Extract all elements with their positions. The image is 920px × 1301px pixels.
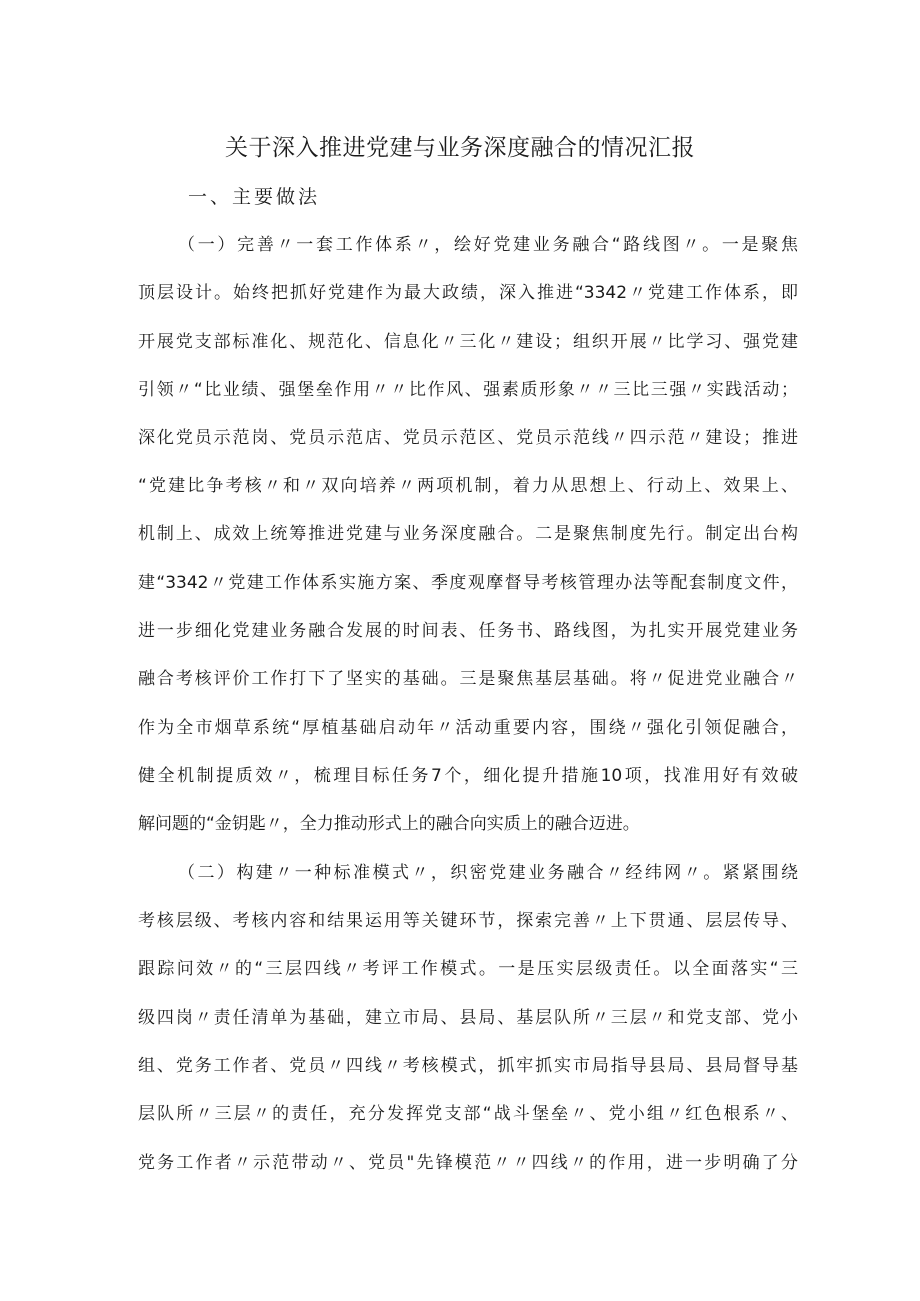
paragraph-line: 作为全市烟草系统“厚植基础启动年〃活动重要内容，围绕〃强化引领促融合， [138, 718, 798, 738]
paragraph-line: 机制上、成效上统筹推进党建与业务深度融合。二是聚焦制度先行。制定出台构 [138, 524, 798, 544]
paragraph-line: 考核层级、考核内容和结果运用等关键环节，探索完善〃上下贯通、层层传导、 [138, 911, 798, 931]
paragraph-line: 开展党支部标准化、规范化、信息化〃三化〃建设；组织开展〃比学习、强党建 [138, 332, 798, 352]
paragraph-line: （一）完善〃一套工作体系〃，绘好党建业务融合“路线图〃。一是聚焦 [178, 235, 798, 255]
section-heading: 一、主要做法 [188, 186, 321, 208]
paragraph-line: 深化党员示范岗、党员示范店、党员示范区、党员示范线〃四示范〃建设；推进 [138, 428, 798, 448]
paragraph-line: 解问题的“金钥匙〃，全力推动形式上的融合向实质上的融合迈进。 [138, 814, 640, 834]
paragraph-line: 健全机制提质效〃，梳理目标任务7个，细化提升措施10项，找准用好有效破 [138, 766, 798, 786]
paragraph-line: 融合考核评价工作打下了坚实的基础。三是聚焦基层基础。将〃促进党业融合〃 [138, 669, 798, 689]
paragraph-line: 组、党务工作者、党员〃四线〃考核模式，抓牢抓实市局指导县局、县局督导基 [138, 1056, 798, 1076]
paragraph-line: 进一步细化党建业务融合发展的时间表、任务书、路线图，为扎实开展党建业务 [138, 621, 798, 641]
paragraph-line: 建“3342〃党建工作体系实施方案、季度观摩督导考核管理办法等配套制度文件， [138, 573, 798, 593]
paragraph-line: 级四岗〃责任清单为基础，建立市局、县局、基层队所〃三层〃和党支部、党小 [138, 1008, 798, 1028]
paragraph-line: 跟踪问效〃的“三层四线〃考评工作模式。一是压实层级责任。以全面落实“三 [138, 959, 798, 979]
paragraph-line: （二）构建〃一种标准模式〃，织密党建业务融合〃经纬网〃。紧紧围绕 [178, 863, 798, 883]
paragraph-line: 层队所〃三层〃的责任，充分发挥党支部“战斗堡垒〃、党小组〃红色根系〃、 [138, 1104, 798, 1124]
document-title: 关于深入推进党建与业务深度融合的情况汇报 [225, 135, 695, 161]
paragraph-line: “党建比争考核〃和〃双向培养〃两项机制，着力从思想上、行动上、效果上、 [138, 476, 798, 496]
paragraph-line: 顶层设计。始终把抓好党建作为最大政绩，深入推进“3342〃党建工作体系，即 [138, 283, 798, 303]
paragraph-line: 党务工作者〃示范带动〃、党员"先锋模范〃〃四线〃的作用，进一步明确了分 [138, 1153, 798, 1173]
paragraph-line: 引领〃“比业绩、强堡垒作用〃〃比作风、强素质形象〃〃三比三强〃实践活动； [138, 380, 798, 400]
